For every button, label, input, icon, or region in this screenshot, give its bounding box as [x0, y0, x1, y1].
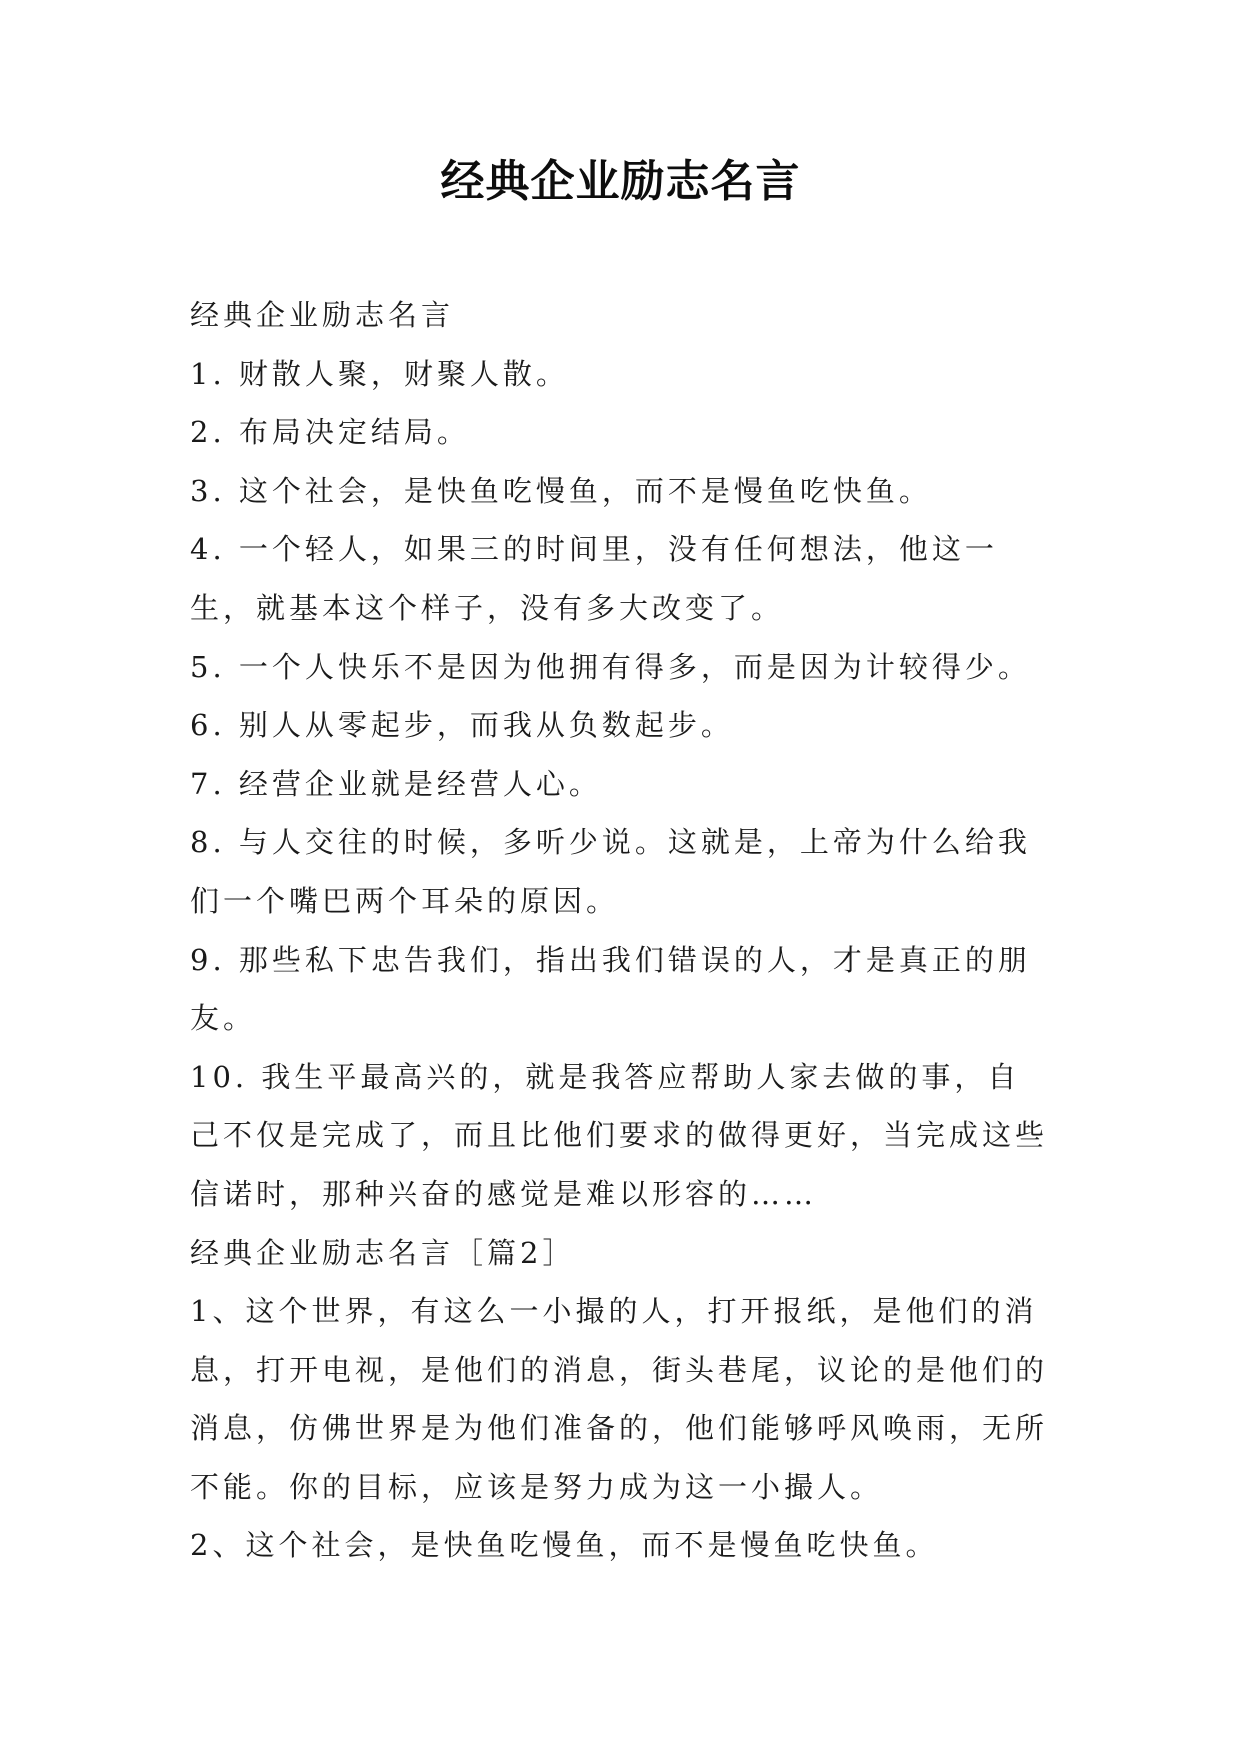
quote-8: 8. 与人交往的时候，多听少说。这就是，上帝为什么给我们一个嘴巴两个耳朵的原因。: [190, 825, 1031, 918]
section-heading-2: 经典企业励志名言［篇2］: [190, 1235, 576, 1270]
quote-6: 6. 别人从零起步，而我从负数起步。: [190, 708, 734, 743]
quote-9: 9. 那些私下忠告我们，指出我们错误的人，才是真正的朋友。: [190, 942, 1031, 1036]
quote-3: 3. 这个社会，是快鱼吃慢鱼，而不是慢鱼吃快鱼。: [190, 473, 932, 508]
quote-2: 2. 布局决定结局。: [190, 415, 470, 450]
section-heading: 经典企业励志名言: [190, 298, 455, 332]
quote-10: 10. 我生平最高兴的，就是我答应帮助人家去做的事，自己不仅是完成了，而且比他们要求的做得更好，当完成这些信诺时，那种兴奋的感觉是难以形容的……: [190, 1059, 1049, 1211]
section2-quote-2: 2、这个社会，是快鱼吃慢鱼，而不是慢鱼吃快鱼。: [190, 1528, 939, 1563]
document-body: [190, 286, 1052, 1575]
quote-4: 4. 一个轻人，如果三的时间里，没有任何想法，他这一生，就基本这个样子，没有多大改变了。: [190, 532, 998, 625]
quote-7: 7. 经营企业就是经营人心。: [190, 766, 602, 801]
quote-5: 5. 一个人快乐不是因为他拥有得多，而是因为计较得少。: [190, 649, 1031, 684]
document-title: 经典企业励志名言: [440, 156, 801, 207]
section2-quote-1: 1、这个世界，有这么一小撮的人，打开报纸，是他们的消息，打开电视，是他们的消息，街头巷尾，议论的是他们的消息，仿佛世界是为他们准备的，他们能够呼风唤雨，无所不能。你的目标，应该是努力成为这一小撮人。: [190, 1294, 1049, 1504]
quote-1: 1. 财散人聚，财聚人散。: [190, 356, 569, 391]
